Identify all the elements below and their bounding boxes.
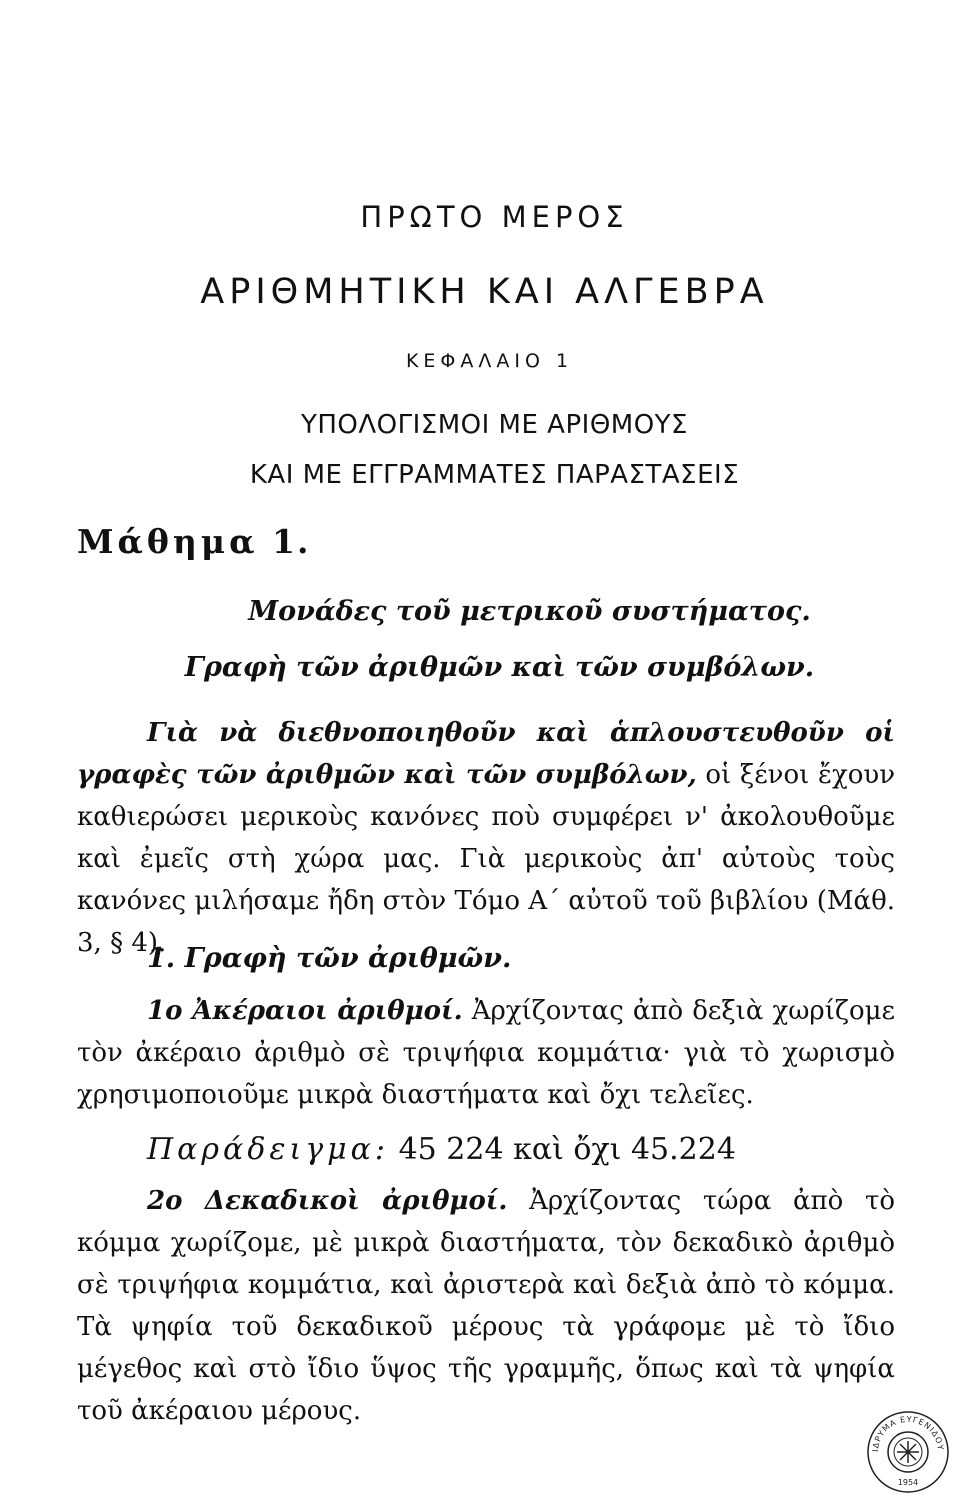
decimals-text: Ἀρχίζοντας τώρα ἀπὸ τὸ κόμμα χωρίζομε, μὲ μικρὰ διαστήματα, τὸν δεκαδικὸ ἀριθμὸ σὲ τριψήφια κομμάτια, καὶ ἀριστερὰ καὶ δεξιὰ ἀπὸ τὸ κόμμα. Τὰ ψηφία τοῦ δεκαδικοῦ μέρους τὰ γράφομε μὲ τὸ ἴδιο μέγεθος καὶ στὸ ἴδιο ὕψος τῆς γραμμῆς, ὅπως καὶ τὰ ψηφία τοῦ ἀκέραιου μέρους. (77, 1186, 895, 1426)
seal-year: 1954 (897, 1478, 919, 1487)
chapter-title-line2: ΚΑΙ ΜΕ ΕΓΓΡΑΜΜΑΤΕΣ ΠΑΡΑΣΤΑΣΕΙΣ (249, 460, 740, 490)
example-line (147, 1132, 736, 1167)
lesson-title-line1: Μονάδες τοῦ μετρικοῦ συστήματος. (248, 596, 811, 627)
book-title: ΑΡΙΘΜΗΤΙΚΗ ΚΑΙ ΑΛΓΕΒΡΑ (200, 272, 769, 312)
seal-text: ΙΔΡΥΜΑ ΕΥΓΕΝΙΔΟΥ (870, 1414, 946, 1453)
decimals-paragraph (77, 1180, 895, 1432)
intro-paragraph (77, 712, 895, 964)
example-label: Παράδειγμα: (147, 1132, 390, 1167)
lesson-heading (77, 522, 310, 561)
chapter-label: ΚΕΦΑΛΑΙΟ 1 (405, 350, 574, 372)
lesson-number: 1. (271, 522, 311, 561)
intro-bold-lead: Γιὰ νὰ διεθνοποιηθοῦν καὶ ἁπλουστευθοῦν οἱ γραφὲς τῶν ἀριθμῶν καὶ τῶν συμβόλων, (77, 718, 895, 790)
lesson-title-line2: Γραφὴ τῶν ἀριθμῶν καὶ τῶν συμβόλων. (184, 652, 815, 683)
lesson-label: Μάθημα (77, 522, 259, 561)
decimals-bold-lead: 2ο Δεκαδικοὶ ἀριθμοί. (147, 1186, 508, 1216)
integers-bold-lead: 1ο Ἀκέραιοι ἀριθμοί. (147, 996, 463, 1026)
intro-text: οἱ ξένοι ἔχουν καθιερώσει μερικοὺς κανόνες ποὺ συμφέρει ν' ἀκολουθοῦμε καὶ ἐμεῖς στὴ χώρα μας. Γιὰ μερικοὺς ἀπ' αὐτοὺς τοὺς κανόνες μιλήσαμε ἤδη στὸν Τόμο Α΄ αὐτοῦ τοῦ βιβλίου (Μάθ. 3, § 4). (77, 760, 895, 958)
integers-paragraph (77, 990, 895, 1116)
example-text: 45 224 καὶ ὄχι 45.224 (398, 1132, 736, 1167)
integers-text: Ἀρχίζοντας ἀπὸ δεξιὰ χωρίζομε τὸν ἀκέραιο ἀριθμὸ σὲ τριψήφια κομμάτια· γιὰ τὸ χωρισμὸ χρησιμοποιοῦμε μικρὰ διαστήματα καὶ ὄχι τελεῖες. (77, 996, 896, 1110)
foundation-seal-stamp (866, 1410, 950, 1494)
section-heading: 1. Γραφὴ τῶν ἀριθμῶν. (147, 943, 512, 974)
chapter-title-line1: ΥΠΟΛΟΓΙΣΜΟΙ ΜΕ ΑΡΙΘΜΟΥΣ (301, 410, 688, 440)
part-title: ΠΡΩΤΟ ΜΕΡΟΣ (360, 200, 629, 234)
